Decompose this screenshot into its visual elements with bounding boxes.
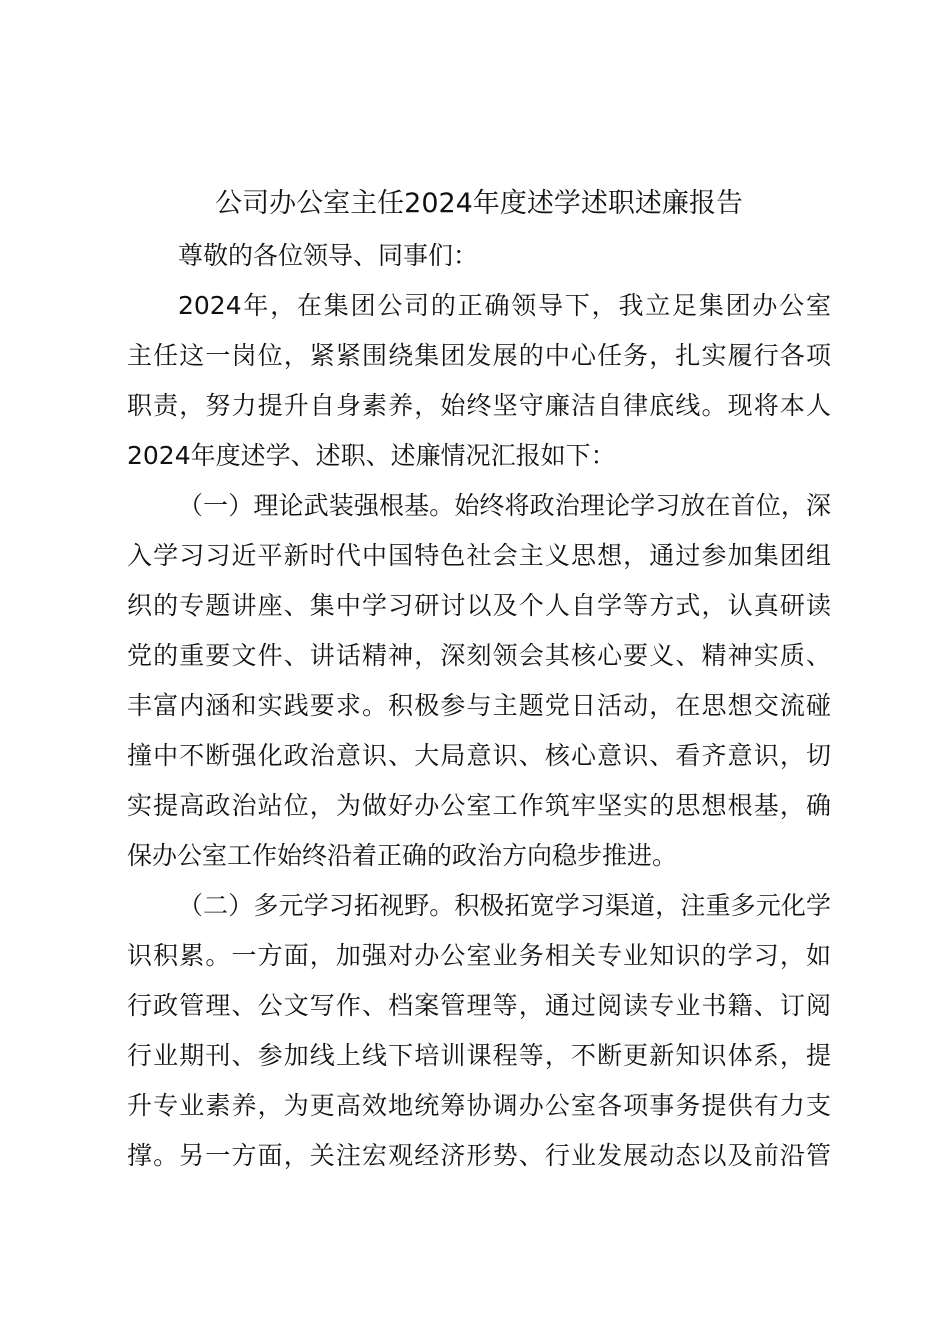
- paragraph-line: 职责，努力提升自身素养，始终坚守廉洁自律底线。现将本人: [127, 391, 831, 420]
- paragraph-line: 升专业素养，为更高效地统筹协调办公室各项事务提供有力支: [127, 1091, 831, 1120]
- paragraph-line: 保办公室工作始终沿着正确的政治方向稳步推进。: [127, 841, 678, 870]
- paragraph-line: 党的重要文件、讲话精神，深刻领会其核心要义、精神实质、: [127, 641, 831, 670]
- paragraph-line: 撞中不断强化政治意识、大局意识、核心意识、看齐意识，切: [127, 741, 831, 770]
- document-title: 公司办公室主任2024年度述学述职述廉报告: [215, 188, 743, 219]
- paragraph-line: 织的专题讲座、集中学习研讨以及个人自学等方式，认真研读: [127, 591, 831, 620]
- paragraph-line: 丰富内涵和实践要求。积极参与主题党日活动，在思想交流碰: [127, 691, 831, 720]
- paragraph-line: 撑。另一方面，关注宏观经济形势、行业发展动态以及前沿管: [127, 1141, 831, 1170]
- paragraph-line: 行业期刊、参加线上线下培训课程等，不断更新知识体系，提: [127, 1041, 831, 1070]
- paragraph-line: （一）理论武装强根基。始终将政治理论学习放在首位，深: [178, 491, 831, 520]
- paragraph-line: 2024年，在集团公司的正确领导下，我立足集团办公室: [178, 291, 831, 320]
- paragraph-line: 识积累。一方面，加强对办公室业务相关专业知识的学习，如: [127, 941, 831, 970]
- paragraph-line: 入学习习近平新时代中国特色社会主义思想，通过参加集团组: [127, 541, 831, 570]
- paragraph-line: （二）多元学习拓视野。积极拓宽学习渠道，注重多元化学: [178, 891, 831, 920]
- paragraph-line: 行政管理、公文写作、档案管理等，通过阅读专业书籍、订阅: [127, 991, 831, 1020]
- paragraph-line: 主任这一岗位，紧紧围绕集团发展的中心任务，扎实履行各项: [127, 341, 831, 370]
- paragraph-line: 实提高政治站位，为做好办公室工作筑牢坚实的思想根基，确: [127, 791, 831, 820]
- salutation: 尊敬的各位领导、同事们：: [178, 241, 479, 270]
- paragraph-line: 2024年度述学、述职、述廉情况汇报如下：: [127, 441, 616, 470]
